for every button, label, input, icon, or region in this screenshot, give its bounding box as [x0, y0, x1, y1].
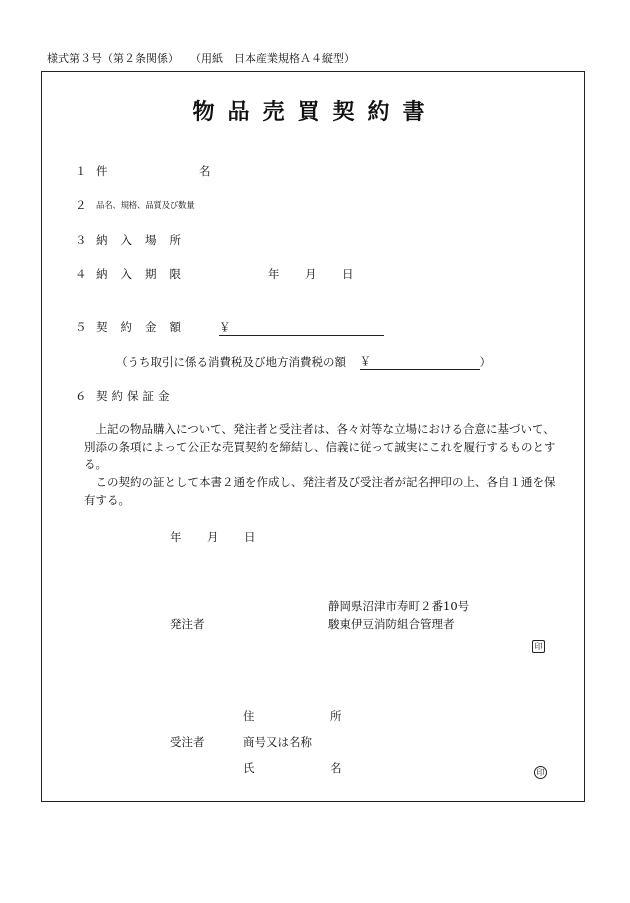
item1-label: 件 名 [96, 164, 251, 178]
item2-number: ２ [75, 198, 87, 212]
orderer-seal-icon [532, 634, 545, 653]
tax-amount-yen: ￥ [359, 354, 372, 368]
item2-label: 品名、規格、品質及び数量 [96, 201, 195, 211]
contractor-trade-name-label: 商号又は名称 [243, 735, 312, 749]
item6-label: 契約保証金 [96, 389, 174, 403]
item5-label: 契約金額 [96, 320, 194, 334]
item6-number: ６ [75, 389, 87, 403]
contractor-address-label: 住 所 [243, 709, 374, 723]
contractor-name-label: 氏 名 [243, 761, 374, 775]
orderer-name: 駿東伊豆消防組合管理者 [328, 617, 455, 631]
item4-label: 納入期限 [96, 267, 194, 281]
orderer-seal-mark: 印 [532, 640, 545, 653]
contractor-seal-icon [534, 760, 547, 779]
contract-amount-line[interactable] [219, 319, 384, 336]
date-month: 月 [207, 530, 219, 544]
orderer-label: 発注者 [170, 617, 205, 631]
body-paragraph-2: この契約の証として本書２通を作成し、発注者及び受注者が記名押印の上、各自１通を保有する。 [84, 475, 556, 507]
item3-number: ３ [75, 233, 87, 247]
contractor-seal-mark: 印 [534, 766, 547, 779]
tax-amount-row [116, 353, 491, 370]
tax-prefix: （うち取引に係る消費税及び地方消費税の額 [116, 355, 346, 369]
contractor-label: 受注者 [170, 735, 205, 749]
item3-label: 納入場所 [96, 233, 194, 247]
tax-suffix: ） [479, 355, 492, 369]
form-header: 様式第３号（第２条関係） （用紙 日本産業規格Ａ４縦型） [47, 52, 355, 65]
document-title: 物品売買契約書 [192, 99, 438, 125]
orderer-address: 静岡県沼津市寿町２番10号 [328, 599, 470, 613]
tax-amount-line[interactable] [360, 353, 480, 370]
item1-number: １ [75, 164, 87, 178]
item4-day: 日 [342, 267, 354, 281]
item5-number: ５ [75, 320, 87, 334]
item4-year: 年 [268, 267, 280, 281]
item4-month: 月 [305, 267, 317, 281]
item4-number: ４ [75, 267, 87, 281]
contract-amount-yen: ￥ [219, 320, 231, 334]
body-paragraph-1: 上記の物品購入について、発注者と受注者は、各々対等な立場における合意に基づいて、別添の条項によって公正な売買契約を締結し、信義に従って誠実にこれを履行するものとする。 [84, 422, 556, 471]
date-year: 年 [170, 530, 182, 544]
date-day: 日 [244, 530, 256, 544]
